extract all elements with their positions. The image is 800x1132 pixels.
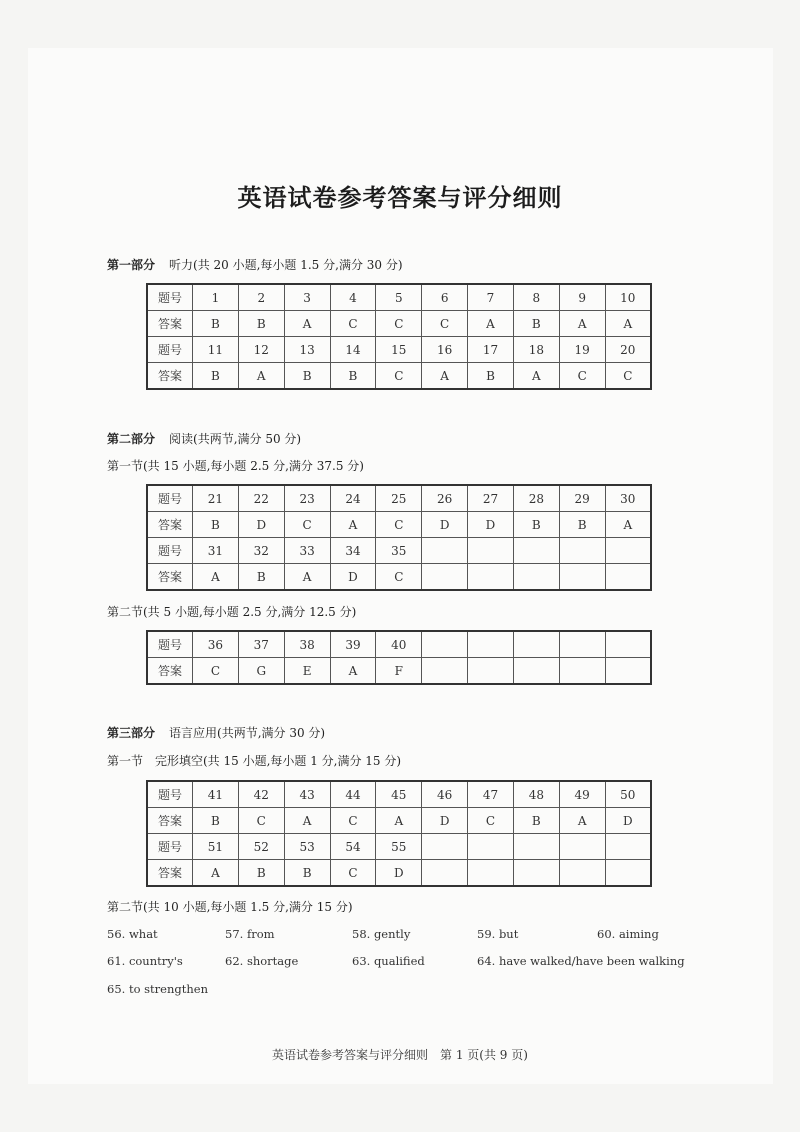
question-number-cell: 27 (468, 485, 514, 512)
part3-header (107, 724, 325, 741)
answer-cell: C (422, 311, 468, 337)
row-label: 答案 (147, 363, 193, 390)
part2-header (107, 430, 301, 447)
question-number-cell: 34 (330, 538, 376, 564)
question-number-cell (468, 834, 514, 860)
table-row (147, 834, 651, 860)
question-number-cell (513, 538, 559, 564)
answer-cell (605, 658, 651, 685)
answer-cell: B (193, 311, 239, 337)
answer-cell: C (376, 564, 422, 591)
part2-desc: 阅读(共两节,满分 50 分) (169, 432, 302, 446)
answer-cell (422, 860, 468, 887)
question-number-cell (605, 538, 651, 564)
question-number-cell: 35 (376, 538, 422, 564)
question-number-cell: 16 (422, 337, 468, 363)
answer-cell (468, 564, 514, 591)
part3-section1-desc: 第一节 完形填空(共 15 小题,每小题 1 分,满分 15 分) (107, 754, 402, 768)
part2-section2-table (146, 630, 652, 685)
table-row (147, 485, 651, 512)
question-number-cell: 18 (513, 337, 559, 363)
table-row (147, 808, 651, 834)
question-number-cell: 19 (559, 337, 605, 363)
question-number-cell: 14 (330, 337, 376, 363)
answer-cell: B (468, 363, 514, 390)
table-row (147, 284, 651, 311)
question-number-cell: 8 (513, 284, 559, 311)
question-number-cell: 37 (238, 631, 284, 658)
fill-answer: 61. country's (107, 954, 183, 968)
table-row (147, 311, 651, 337)
question-number-cell (559, 538, 605, 564)
table-row (147, 631, 651, 658)
question-number-cell: 47 (468, 781, 514, 808)
question-number-cell: 5 (376, 284, 422, 311)
table-row (147, 337, 651, 363)
part2-section1-table (146, 484, 652, 591)
answer-cell: D (605, 808, 651, 834)
answer-cell (559, 860, 605, 887)
answer-cell: A (559, 808, 605, 834)
question-number-cell: 3 (284, 284, 330, 311)
answer-cell: C (559, 363, 605, 390)
question-number-cell: 41 (193, 781, 239, 808)
answer-cell (468, 860, 514, 887)
answer-cell: B (193, 363, 239, 390)
answer-cell (605, 860, 651, 887)
question-number-cell: 21 (193, 485, 239, 512)
question-number-cell: 28 (513, 485, 559, 512)
question-number-cell (559, 834, 605, 860)
answer-cell: A (330, 512, 376, 538)
question-number-cell: 30 (605, 485, 651, 512)
row-label: 答案 (147, 512, 193, 538)
question-number-cell (422, 631, 468, 658)
question-number-cell: 33 (284, 538, 330, 564)
question-number-cell: 15 (376, 337, 422, 363)
table-row (147, 564, 651, 591)
answer-cell: A (605, 512, 651, 538)
fill-answer: 62. shortage (225, 954, 299, 968)
question-number-cell: 42 (238, 781, 284, 808)
answer-cell (605, 564, 651, 591)
fill-answer: 64. have walked/have been walking (477, 954, 685, 968)
question-number-cell: 53 (284, 834, 330, 860)
question-number-cell: 26 (422, 485, 468, 512)
table-row (147, 512, 651, 538)
question-number-cell (468, 538, 514, 564)
answer-cell: C (376, 363, 422, 390)
answer-cell: B (330, 363, 376, 390)
row-label: 答案 (147, 564, 193, 591)
row-label: 题号 (147, 284, 193, 311)
question-number-cell (513, 834, 559, 860)
answer-cell (513, 658, 559, 685)
question-number-cell: 38 (284, 631, 330, 658)
question-number-cell: 32 (238, 538, 284, 564)
fill-answer: 63. qualified (352, 954, 425, 968)
question-number-cell: 31 (193, 538, 239, 564)
answer-cell: B (284, 363, 330, 390)
question-number-cell (605, 631, 651, 658)
page-title: 英语试卷参考答案与评分细则 (237, 183, 563, 212)
answer-cell: C (376, 512, 422, 538)
answer-cell: C (330, 808, 376, 834)
table-row (147, 363, 651, 390)
answer-cell: B (238, 311, 284, 337)
answer-cell (513, 860, 559, 887)
fill-answer: 65. to strengthen (107, 982, 208, 996)
part1-desc: 听力(共 20 小题,每小题 1.5 分,满分 30 分) (169, 258, 403, 272)
row-label: 答案 (147, 311, 193, 337)
answer-cell: A (559, 311, 605, 337)
answer-cell: C (330, 311, 376, 337)
part2-section1-desc: 第一节(共 15 小题,每小题 2.5 分,满分 37.5 分) (107, 459, 364, 473)
row-label: 答案 (147, 860, 193, 887)
question-number-cell: 20 (605, 337, 651, 363)
row-label: 题号 (147, 538, 193, 564)
answer-cell: B (513, 512, 559, 538)
part1-header (107, 256, 403, 273)
row-label: 题号 (147, 631, 193, 658)
answer-cell: C (376, 311, 422, 337)
answer-cell: A (284, 564, 330, 591)
question-number-cell: 10 (605, 284, 651, 311)
table-row (147, 658, 651, 685)
answer-cell: B (284, 860, 330, 887)
question-number-cell: 11 (193, 337, 239, 363)
question-number-cell: 51 (193, 834, 239, 860)
table-row (147, 538, 651, 564)
question-number-cell (559, 631, 605, 658)
answer-cell: C (605, 363, 651, 390)
row-label: 答案 (147, 808, 193, 834)
part3-desc: 语言应用(共两节,满分 30 分) (169, 726, 326, 740)
answer-cell: F (376, 658, 422, 685)
answer-cell: A (330, 658, 376, 685)
answer-cell: E (284, 658, 330, 685)
answer-cell: B (238, 860, 284, 887)
page-footer: 英语试卷参考答案与评分细则 第 1 页(共 9 页) (272, 1048, 528, 1062)
question-number-cell: 25 (376, 485, 422, 512)
fill-answer: 57. from (225, 927, 275, 941)
question-number-cell: 13 (284, 337, 330, 363)
answer-cell: D (376, 860, 422, 887)
question-number-cell (422, 538, 468, 564)
answer-cell: G (238, 658, 284, 685)
question-number-cell: 22 (238, 485, 284, 512)
answer-cell (422, 658, 468, 685)
question-number-cell: 36 (193, 631, 239, 658)
part2-section2-desc: 第二节(共 5 小题,每小题 2.5 分,满分 12.5 分) (107, 605, 357, 619)
fill-answer: 56. what (107, 927, 158, 941)
question-number-cell (513, 631, 559, 658)
question-number-cell (422, 834, 468, 860)
question-number-cell: 45 (376, 781, 422, 808)
question-number-cell: 44 (330, 781, 376, 808)
answer-cell: D (468, 512, 514, 538)
answer-cell: A (284, 808, 330, 834)
question-number-cell: 1 (193, 284, 239, 311)
question-number-cell: 43 (284, 781, 330, 808)
answer-cell: C (330, 860, 376, 887)
answer-cell: C (284, 512, 330, 538)
fill-answer: 59. but (477, 927, 519, 941)
question-number-cell: 23 (284, 485, 330, 512)
question-number-cell: 4 (330, 284, 376, 311)
row-label: 题号 (147, 485, 193, 512)
question-number-cell: 39 (330, 631, 376, 658)
question-number-cell (468, 631, 514, 658)
part1-heading: 第一部分 (107, 258, 156, 272)
answer-cell: A (238, 363, 284, 390)
answer-cell: A (468, 311, 514, 337)
question-number-cell: 40 (376, 631, 422, 658)
fill-answer: 58. gently (352, 927, 411, 941)
answer-cell: A (376, 808, 422, 834)
question-number-cell: 24 (330, 485, 376, 512)
question-number-cell: 6 (422, 284, 468, 311)
answer-cell: A (422, 363, 468, 390)
part2-heading: 第二部分 (107, 432, 156, 446)
question-number-cell: 46 (422, 781, 468, 808)
answer-cell (559, 658, 605, 685)
answer-cell: A (284, 311, 330, 337)
question-number-cell: 54 (330, 834, 376, 860)
answer-cell: A (605, 311, 651, 337)
answer-cell: B (193, 808, 239, 834)
part3-section2-desc: 第二节(共 10 小题,每小题 1.5 分,满分 15 分) (107, 900, 353, 914)
answer-cell (513, 564, 559, 591)
question-number-cell: 49 (559, 781, 605, 808)
table-row (147, 860, 651, 887)
question-number-cell: 17 (468, 337, 514, 363)
answer-cell: B (193, 512, 239, 538)
table-row (147, 781, 651, 808)
answer-cell: B (513, 808, 559, 834)
question-number-cell (605, 834, 651, 860)
question-number-cell: 55 (376, 834, 422, 860)
answer-cell: D (330, 564, 376, 591)
answer-cell: A (513, 363, 559, 390)
answer-cell: C (193, 658, 239, 685)
answer-cell: C (468, 808, 514, 834)
row-label: 题号 (147, 834, 193, 860)
answer-cell (468, 658, 514, 685)
answer-cell (422, 564, 468, 591)
answer-cell: A (193, 564, 239, 591)
answer-cell: B (559, 512, 605, 538)
answer-cell: D (422, 512, 468, 538)
row-label: 题号 (147, 337, 193, 363)
question-number-cell: 12 (238, 337, 284, 363)
part1-answer-table (146, 283, 652, 390)
question-number-cell: 52 (238, 834, 284, 860)
answer-cell: D (422, 808, 468, 834)
answer-cell: B (513, 311, 559, 337)
question-number-cell: 48 (513, 781, 559, 808)
part3-heading: 第三部分 (107, 726, 156, 740)
fill-answer: 60. aiming (597, 927, 659, 941)
question-number-cell: 29 (559, 485, 605, 512)
question-number-cell: 2 (238, 284, 284, 311)
question-number-cell: 9 (559, 284, 605, 311)
answer-cell: A (193, 860, 239, 887)
row-label: 题号 (147, 781, 193, 808)
part3-section1-table (146, 780, 652, 887)
answer-cell: C (238, 808, 284, 834)
answer-cell: D (238, 512, 284, 538)
answer-cell (559, 564, 605, 591)
row-label: 答案 (147, 658, 193, 685)
question-number-cell: 50 (605, 781, 651, 808)
answer-cell: B (238, 564, 284, 591)
question-number-cell: 7 (468, 284, 514, 311)
